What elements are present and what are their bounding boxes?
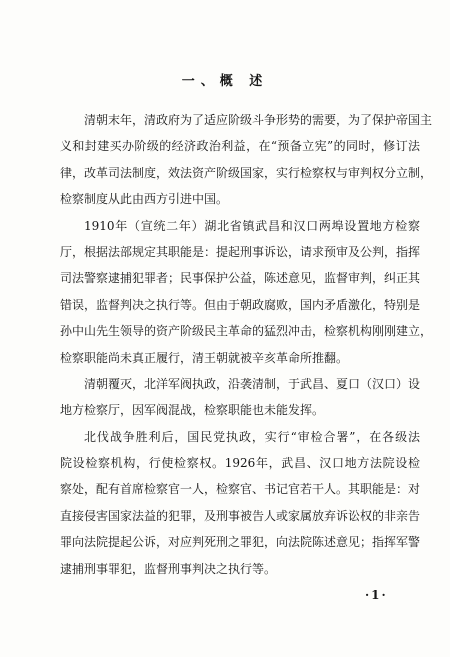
- body-text: [60, 107, 433, 582]
- text-line: 错误，监督判决之执行等。但由于朝政腐败，国内矛盾激化，特别是: [60, 297, 421, 312]
- page-number: ·1·: [365, 588, 388, 602]
- text-line: 检察职能尚未真正履行，清王朝就被辛亥革命所推翻。: [60, 350, 349, 365]
- section-heading: 一、概 述: [181, 74, 269, 89]
- text-line: 罪向法院提起公诉，对应判死刑之罪犯，向法院陈述意见；指挥军警: [60, 535, 421, 550]
- text-line: 院设检察机构，行使检察权。1926年，武昌、汉口地方法院设检: [60, 456, 420, 471]
- text-line: 察处，配有首席检察官一人，检察官、书记官若干人。其职能是：对: [60, 482, 421, 497]
- text-line: 1910年（宣统二年）湖北省镇武昌和汉口两埠设置地方检察: [84, 218, 420, 233]
- text-line: 地方检察厅，因军阀混战，检察职能也未能发挥。: [60, 403, 325, 418]
- text-line: 厅，根据法部规定其职能是：提起刑事诉讼，请求预审及公判，指挥: [60, 244, 421, 259]
- text-line: 清朝末年，清政府为了适应阶级斗争形势的需要，为了保护帝国主: [84, 113, 433, 127]
- text-line: 逮捕刑事罪犯，监督刑事判决之执行等。: [60, 561, 277, 576]
- text-line: 律，改革司法制度，效法资产阶级国家，实行检察权与审判权分立制，: [60, 165, 433, 180]
- text-line: 司法警察逮捕犯罪者；民事保护公益，陈述意见，监督审判，纠正其: [60, 271, 421, 286]
- text-line: 孙中山先生领导的资产阶级民主革命的猛烈冲击，检察机构刚刚建立，: [60, 324, 433, 339]
- text-line: 清朝覆灭，北洋军阀执政，沿袭清制，于武昌、夏口（汉口）设: [84, 376, 421, 391]
- text-line: 直接侵害国家法益的犯罪，及刑事被告人或家属放弃诉讼权的非亲告: [60, 508, 421, 523]
- text-line: 北伐战争胜利后，国民党执政，实行“审检合署”，在各级法: [84, 429, 420, 444]
- text-line: 检察制度从此由西方引进中国。: [60, 192, 229, 207]
- text-line: 义和封建买办阶级的经济政治利益，在“预备立宪”的同时，修订法: [60, 139, 420, 154]
